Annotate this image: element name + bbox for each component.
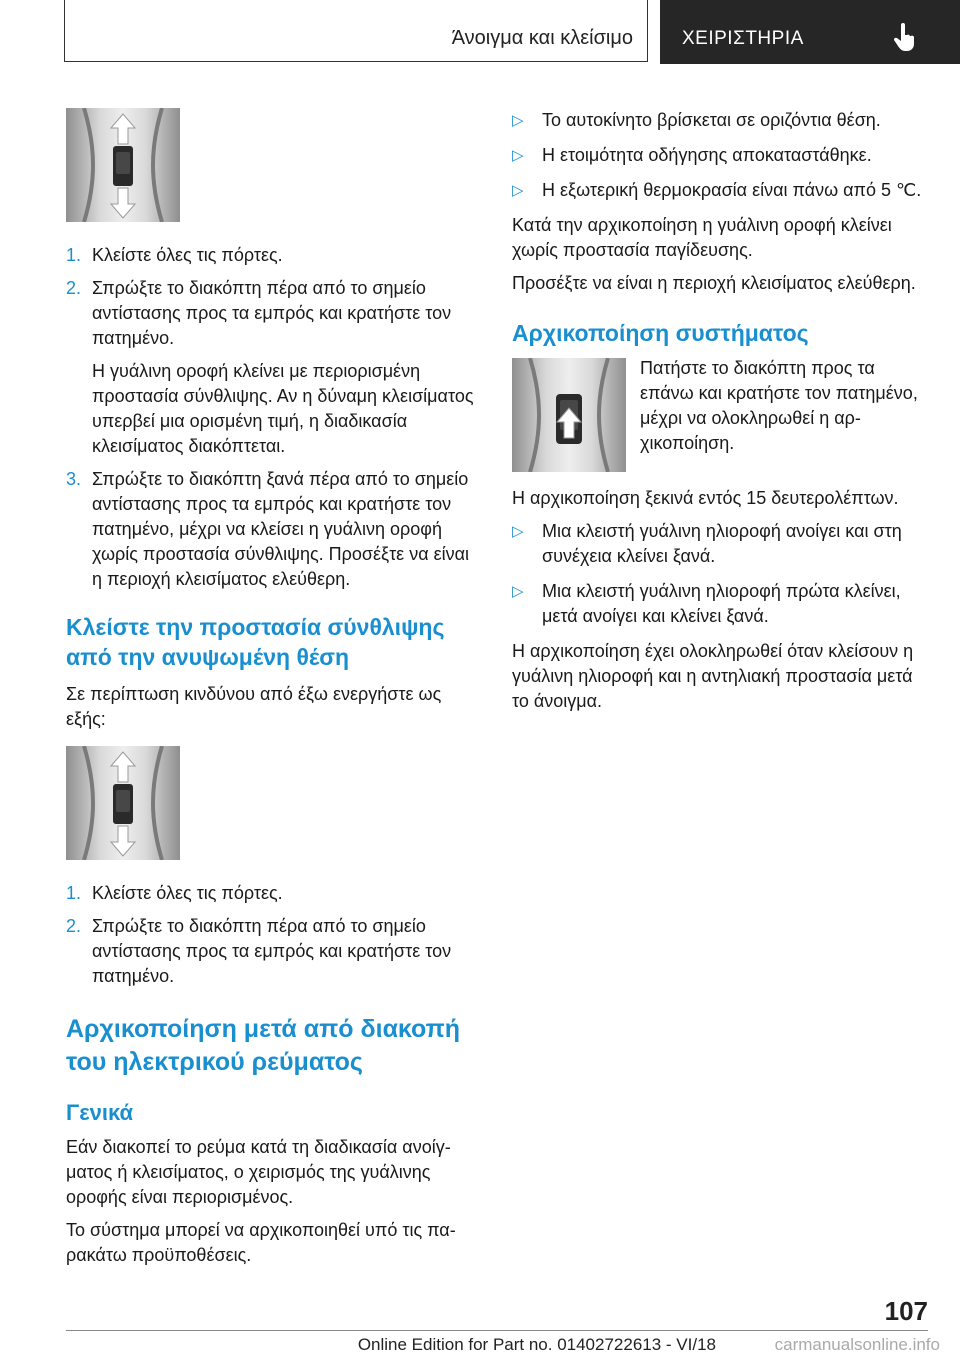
conditions-list <box>512 108 922 203</box>
paragraph: Σε περίπτωση κινδύνου από έξω ενεργήστε ως εξής: <box>66 684 442 729</box>
paragraph: Η αρχικοποίηση ξεκινά εντός 15 δευτερολέπτων. <box>512 488 899 508</box>
section-heading: Κλείστε την προστασία σύνθλιψης από την ανυψωμένη θέση <box>66 614 445 670</box>
section-heading: Αρχικοποίηση μετά από διακοπή του ηλεκτρικού ρεύματος <box>66 1015 461 1076</box>
init-results-list <box>512 519 922 629</box>
list-item: ▷ Μια κλειστή γυάλινη ηλιοροφή ανοίγει και στη συνέχεια κλείνει ξανά. <box>512 521 902 566</box>
list-item: ▷ Το αυτοκίνητο βρίσκεται σε οριζόντια θέση. <box>512 108 922 133</box>
emergency-steps-list <box>66 881 476 989</box>
footer-divider <box>66 1330 928 1331</box>
triangle-bullet-icon: ▷ <box>512 523 524 540</box>
section-heading: Αρχικοποίηση συστήματος <box>512 320 809 346</box>
switch-illustration-1 <box>66 108 180 222</box>
chapter-tab <box>660 0 960 64</box>
list-item: 2. Σπρώξτε το διακόπτη πέρα από το σημείο αντίστασης προς τα εμπρός και κρατήστε τον πατημένο. <box>66 916 452 986</box>
section-title: Άνοιγμα και κλείσιμο <box>451 27 633 49</box>
list-item: 1. Κλείστε όλες τις πόρτες. <box>66 245 283 265</box>
watermark: carmanualsonline.info <box>774 1335 940 1354</box>
list-item: 2. Σπρώξτε το διακόπτη πέρα από το σημείο αντίστασης προς τα εμπρός και κρατήστε τον πατημένο. Η γυάλινη οροφή κλείνει με περιορισμένη προστασία σύνθλιψης. Αν η δύναμη κλεισίματος υπερβεί μια ορισμένη τιμή, η διαδικασία κλεισίματος διακόπτεται. <box>66 278 474 456</box>
init-instruction <box>512 358 922 472</box>
triangle-bullet-icon: ▷ <box>512 182 524 199</box>
switch-illustration-2 <box>66 746 180 860</box>
switch-illustration-3 <box>512 358 626 472</box>
section-tab <box>64 0 648 62</box>
close-steps-list <box>66 243 476 592</box>
right-column <box>512 108 922 722</box>
paragraph: Το σύστημα μπορεί να αρχικοποιηθεί υπό τις παρακάτω προϋποθέσεις. <box>66 1220 456 1265</box>
paragraph: Κατά την αρχικοποίηση η γυάλινη οροφή κλείνει χωρίς προστασία παγίδευσης. <box>512 215 892 260</box>
list-item: 3. Σπρώξτε το διακόπτη ξανά πέρα από το σημείο αντίστασης προς τα εμπρός και κρατήστε τον πατημένο, μέχρι να κλείσει η γυάλινη οροφή χωρίς προστασία σύνθλιψης. Προσέξτε να είναι η περιοχή κλεισίματος ελεύθερη. <box>66 469 470 589</box>
list-item: 1. Κλείστε όλες τις πόρτες. <box>66 883 283 903</box>
list-item: ▷ Η ετοιμότητα οδήγησης αποκαταστάθηκε. <box>512 143 922 168</box>
list-item: ▷ Μια κλειστή γυάλινη ηλιοροφή πρώτα κλείνει, μετά ανοίγει και κλείνει ξανά. <box>512 581 901 626</box>
triangle-bullet-icon: ▷ <box>512 147 524 164</box>
init-instruction-text: Πατήστε το διακόπτη προς τα επάνω και κρατήστε τον πατημένο, μέχρι να ολοκληρωθεί η αρχικοποίηση. <box>640 358 918 453</box>
page-number: 107 <box>884 1296 928 1326</box>
page-header <box>64 0 960 64</box>
left-column <box>66 108 476 1276</box>
edition-label: Online Edition for Part no. 01402722613 - VI/18 <box>357 1335 716 1354</box>
paragraph: Εάν διακοπεί το ρεύμα κατά τη διαδικασία ανοίγματος ή κλεισίματος, ο χειρισμός της γυάλινης οροφής είναι περιορισμένος. <box>66 1137 451 1207</box>
paragraph: Προσέξτε να είναι η περιοχή κλεισίματος ελεύθερη. <box>512 273 916 293</box>
triangle-bullet-icon: ▷ <box>512 112 524 129</box>
triangle-bullet-icon: ▷ <box>512 583 524 600</box>
list-item: ▷ Η εξωτερική θερμοκρασία είναι πάνω από 5 ℃. <box>512 178 922 203</box>
paragraph: Η αρχικοποίηση έχει ολοκληρωθεί όταν κλείσουν η γυάλινη ηλιοροφή και η αντηλιακή προστασία μετά το άνοιγμα. <box>512 641 914 711</box>
hand-pointer-icon <box>892 22 918 52</box>
subsection-heading: Γενικά <box>66 1100 134 1125</box>
chapter-title: ΧΕΙΡΙΣΤΗΡΙΑ <box>682 28 804 49</box>
